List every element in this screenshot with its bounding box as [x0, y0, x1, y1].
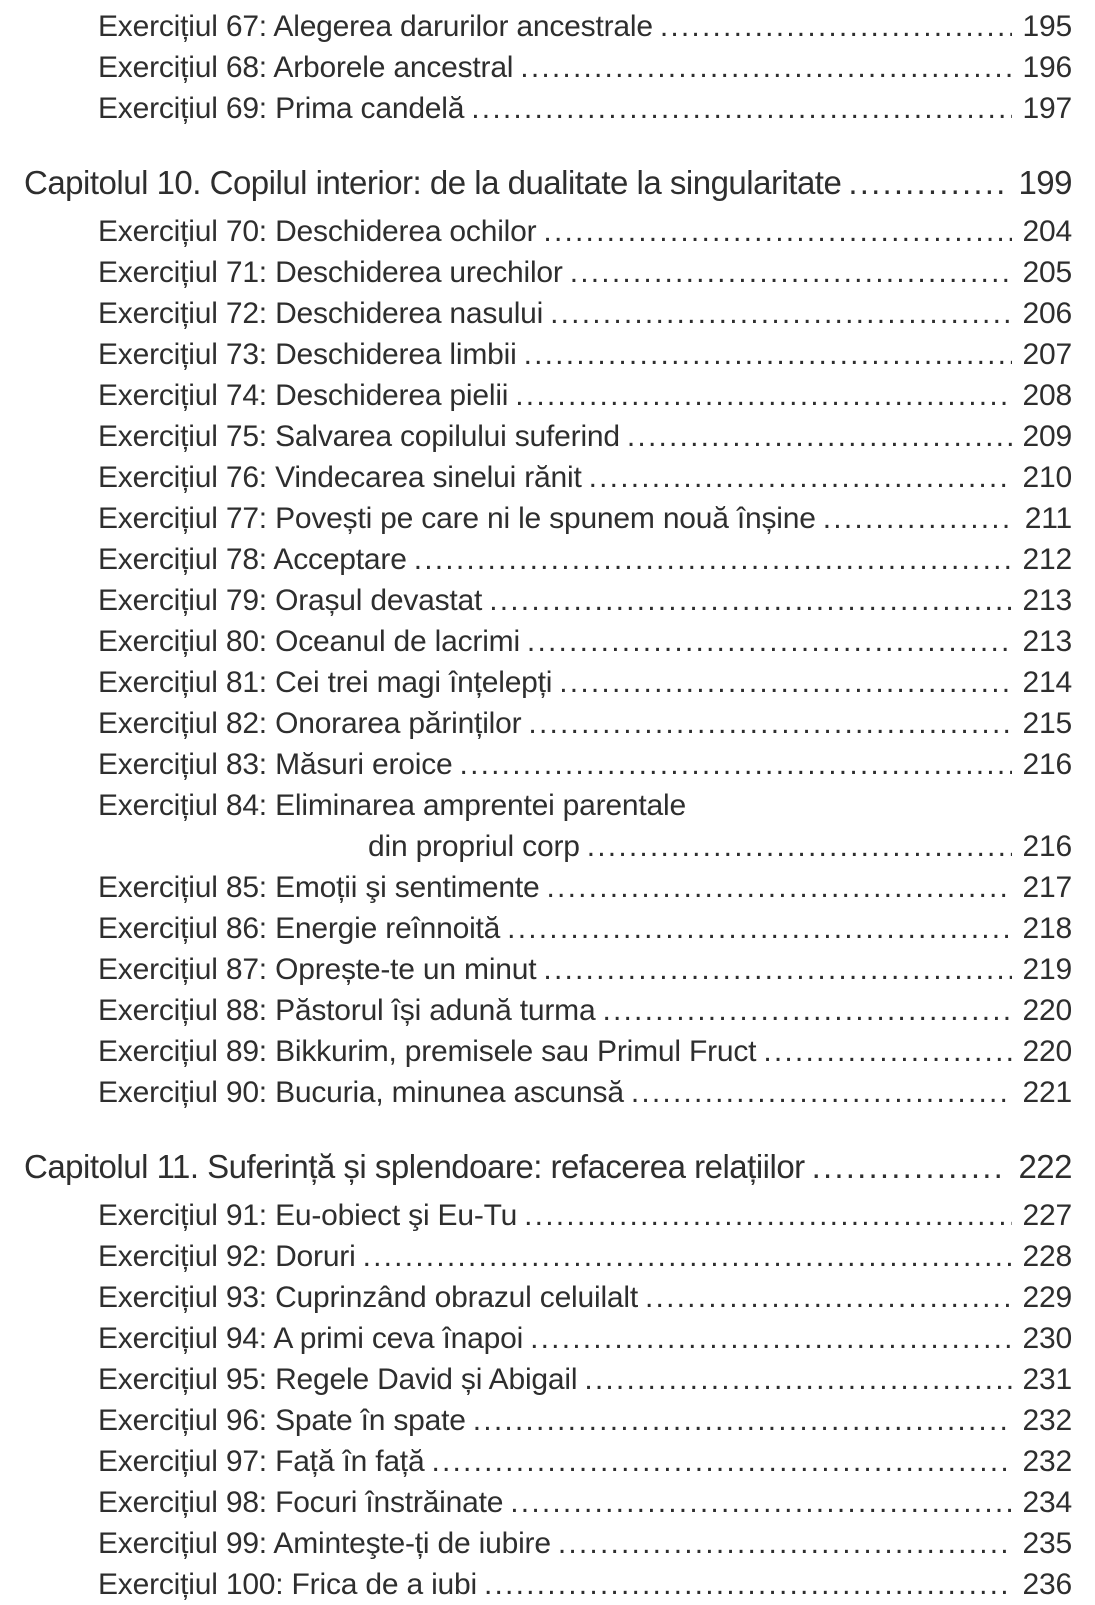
toc-page-number: 207 [1022, 338, 1072, 371]
leader-dots [482, 580, 1011, 621]
toc-entry [0, 580, 1072, 621]
leader-dots [536, 949, 1011, 990]
toc-entry [0, 1318, 1072, 1359]
toc-entry-label: Exercițiul 68: Arborele ancestral [98, 51, 514, 84]
toc-entry-label: Exercițiul 87: Oprește-te un minut [98, 953, 537, 986]
toc-entry [0, 1072, 1072, 1113]
leader-dots [582, 457, 1012, 498]
toc-entry-label: Exercițiul 81: Cei trei magi înțelepți [98, 666, 553, 699]
toc-page-number: 195 [1022, 10, 1072, 43]
toc-entry-label: Exercițiul 72: Deschiderea nasului [98, 297, 544, 330]
leader-dots [523, 1318, 1011, 1359]
leader-dots [580, 826, 1012, 867]
toc-entry-label: Exercițiul 89: Bikkurim, premisele sau Primul Fruct [98, 1035, 757, 1068]
toc-entry-label: Exercițiul 79: Orașul devastat [98, 584, 483, 617]
toc-entry-label: Exercițiul 82: Onorarea părinților [98, 707, 522, 740]
toc-chapter-heading [0, 1139, 1072, 1195]
leader-dots [620, 416, 1012, 457]
toc-page-number: 213 [1022, 584, 1072, 617]
toc-entry-label: Exercițiul 76: Vindecarea sinelui rănit [98, 461, 582, 494]
toc-entry-label: Exercițiul 99: Aminteşte-ți de iubire [98, 1527, 551, 1560]
leader-dots [536, 211, 1011, 252]
leader-dots [816, 498, 1014, 539]
toc-page-number: 216 [1022, 830, 1072, 863]
toc-entry-label: Exercițiul 84: Eliminarea amprentei parentale [98, 789, 686, 822]
toc-entry-label: Exercițiul 85: Emoții şi sentimente [98, 871, 540, 904]
leader-dots [477, 1564, 1012, 1605]
toc-page-number: 209 [1022, 420, 1072, 453]
toc-entry-label: Exercițiul 93: Cuprinzând obrazul celuilalt [98, 1281, 639, 1314]
toc-entry [0, 908, 1072, 949]
toc-entry-label: Exercițiul 96: Spate în spate [98, 1404, 466, 1437]
toc-entry [0, 990, 1072, 1031]
toc-entry [0, 1523, 1072, 1564]
toc-page-number: 236 [1022, 1568, 1072, 1601]
toc-entry-label: Exercițiul 92: Doruri [98, 1240, 356, 1273]
toc-page-number: 232 [1022, 1404, 1072, 1437]
toc-entry-label: Exercițiul 77: Povești pe care ni le spunem nouă înșine [98, 502, 816, 535]
leader-dots [805, 1139, 1008, 1195]
toc-chapter-label: Capitolul 11. Suferință și splendoare: refacerea relațiilor [24, 1148, 805, 1185]
toc-page-number: 229 [1022, 1281, 1072, 1314]
leader-dots [540, 867, 1012, 908]
toc-entry-label: Exercițiul 94: A primi ceva înapoi [98, 1322, 524, 1355]
toc-entry-label: Exercițiul 78: Acceptare [98, 543, 407, 576]
leader-dots [508, 375, 1011, 416]
toc-entry [0, 88, 1072, 129]
leader-dots [517, 1195, 1011, 1236]
toc-page-number: 231 [1022, 1363, 1072, 1396]
toc-page-number: 210 [1022, 461, 1072, 494]
toc-entry [0, 293, 1072, 334]
leader-dots [500, 908, 1011, 949]
leader-dots [653, 6, 1012, 47]
toc-page-number: 206 [1022, 297, 1072, 330]
toc-entry-label: din propriul corp [368, 830, 580, 863]
toc-entry [0, 416, 1072, 457]
leader-dots [424, 1441, 1011, 1482]
toc-page-number: 211 [1024, 502, 1072, 535]
leader-dots [517, 334, 1012, 375]
leader-dots [552, 662, 1011, 703]
toc-page-number: 232 [1022, 1445, 1072, 1478]
toc-entry [0, 949, 1072, 990]
toc-chapter-label: Capitolul 10. Copilul interior: de la dualitate la singularitate [24, 164, 842, 201]
toc-page-number: 230 [1022, 1322, 1072, 1355]
leader-dots [407, 539, 1012, 580]
toc-entry-label: Exercițiul 67: Alegerea darurilor ancestrale [98, 10, 653, 43]
toc-page-number: 222 [1018, 1148, 1072, 1185]
toc-entry [0, 1277, 1072, 1318]
leader-dots [356, 1236, 1012, 1277]
toc-page-number: 234 [1022, 1486, 1072, 1519]
toc-entry [0, 1482, 1072, 1523]
toc-page-number: 227 [1022, 1199, 1072, 1232]
toc-page-number: 218 [1022, 912, 1072, 945]
leader-dots [543, 293, 1011, 334]
toc-entry-label: Exercițiul 83: Măsuri eroice [98, 748, 453, 781]
leader-dots [595, 990, 1011, 1031]
leader-dots [563, 252, 1012, 293]
toc-entry [0, 703, 1072, 744]
toc-page-number: 228 [1022, 1240, 1072, 1273]
toc-chapter-heading [0, 155, 1072, 211]
toc-page-number: 217 [1022, 871, 1072, 904]
toc-entry-label: Exercițiul 80: Oceanul de lacrimi [98, 625, 520, 658]
toc-page-number: 196 [1022, 51, 1072, 84]
toc-entry-label: Exercițiul 71: Deschiderea urechilor [98, 256, 563, 289]
toc-entry [0, 457, 1072, 498]
leader-dots [466, 1400, 1012, 1441]
toc-page-number: 216 [1022, 748, 1072, 781]
toc-entry-label: Exercițiul 74: Deschiderea pielii [98, 379, 509, 412]
toc-page-number: 205 [1022, 256, 1072, 289]
toc-entry-label: Exercițiul 90: Bucuria, minunea ascunsă [98, 1076, 624, 1109]
toc-entry-label: Exercițiul 69: Prima candelă [98, 92, 465, 125]
toc-page-number: 215 [1022, 707, 1072, 740]
toc-entry [0, 47, 1072, 88]
toc-entry [0, 539, 1072, 580]
toc-entry-label: Exercițiul 100: Frica de a iubi [98, 1568, 477, 1601]
toc-entry [0, 334, 1072, 375]
toc-entry [0, 1441, 1072, 1482]
toc-entry [0, 211, 1072, 252]
toc-page-number: 197 [1022, 92, 1072, 125]
leader-dots [577, 1359, 1011, 1400]
toc-entry [0, 1400, 1072, 1441]
toc-entry-label: Exercițiul 73: Deschiderea limbii [98, 338, 517, 371]
toc-entry [0, 1236, 1072, 1277]
toc-entry [0, 375, 1072, 416]
toc-page-number: 219 [1022, 953, 1072, 986]
leader-dots [520, 621, 1012, 662]
leader-dots [513, 47, 1011, 88]
toc-entry [0, 785, 1072, 826]
leader-dots [551, 1523, 1012, 1564]
leader-dots [624, 1072, 1012, 1113]
toc-entry [0, 744, 1072, 785]
leader-dots [503, 1482, 1011, 1523]
toc-page-number: 199 [1018, 164, 1072, 201]
toc-entry [0, 6, 1072, 47]
toc-entry [0, 1195, 1072, 1236]
toc-entry [0, 1031, 1072, 1072]
toc-entry-label: Exercițiul 75: Salvarea copilului suferind [98, 420, 620, 453]
toc-entry-label: Exercițiul 70: Deschiderea ochilor [98, 215, 537, 248]
toc-page-number: 235 [1022, 1527, 1072, 1560]
leader-dots [521, 703, 1011, 744]
toc-entry [0, 1564, 1072, 1605]
leader-dots [756, 1031, 1011, 1072]
toc-page-number: 221 [1022, 1076, 1072, 1109]
leader-dots [841, 155, 1007, 211]
leader-dots [453, 744, 1012, 785]
leader-dots [638, 1277, 1012, 1318]
toc-entry [0, 621, 1072, 662]
toc-entry-label: Exercițiul 91: Eu-obiect şi Eu-Tu [98, 1199, 518, 1232]
toc-entry-label: Exercițiul 95: Regele David și Abigail [98, 1363, 578, 1396]
leader-dots [464, 88, 1011, 129]
toc-entry [0, 252, 1072, 293]
toc-entry [0, 867, 1072, 908]
toc-entry [0, 1359, 1072, 1400]
toc-entry-label: Exercițiul 88: Păstorul își adună turma [98, 994, 596, 1027]
toc-page-number: 220 [1022, 994, 1072, 1027]
toc-entry [0, 498, 1072, 539]
toc-entry-label: Exercițiul 86: Energie reînnoită [98, 912, 501, 945]
toc-entry-label: Exercițiul 97: Față în față [98, 1445, 425, 1478]
toc-page-number: 208 [1022, 379, 1072, 412]
toc-entry [0, 662, 1072, 703]
toc-page-number: 212 [1022, 543, 1072, 576]
toc-entry-continuation [0, 826, 1072, 867]
toc-entry-label: Exercițiul 98: Focuri înstrăinate [98, 1486, 504, 1519]
toc-page-number: 204 [1022, 215, 1072, 248]
toc-page-number: 214 [1022, 666, 1072, 699]
toc-page-number: 213 [1022, 625, 1072, 658]
toc-page-number: 220 [1022, 1035, 1072, 1068]
